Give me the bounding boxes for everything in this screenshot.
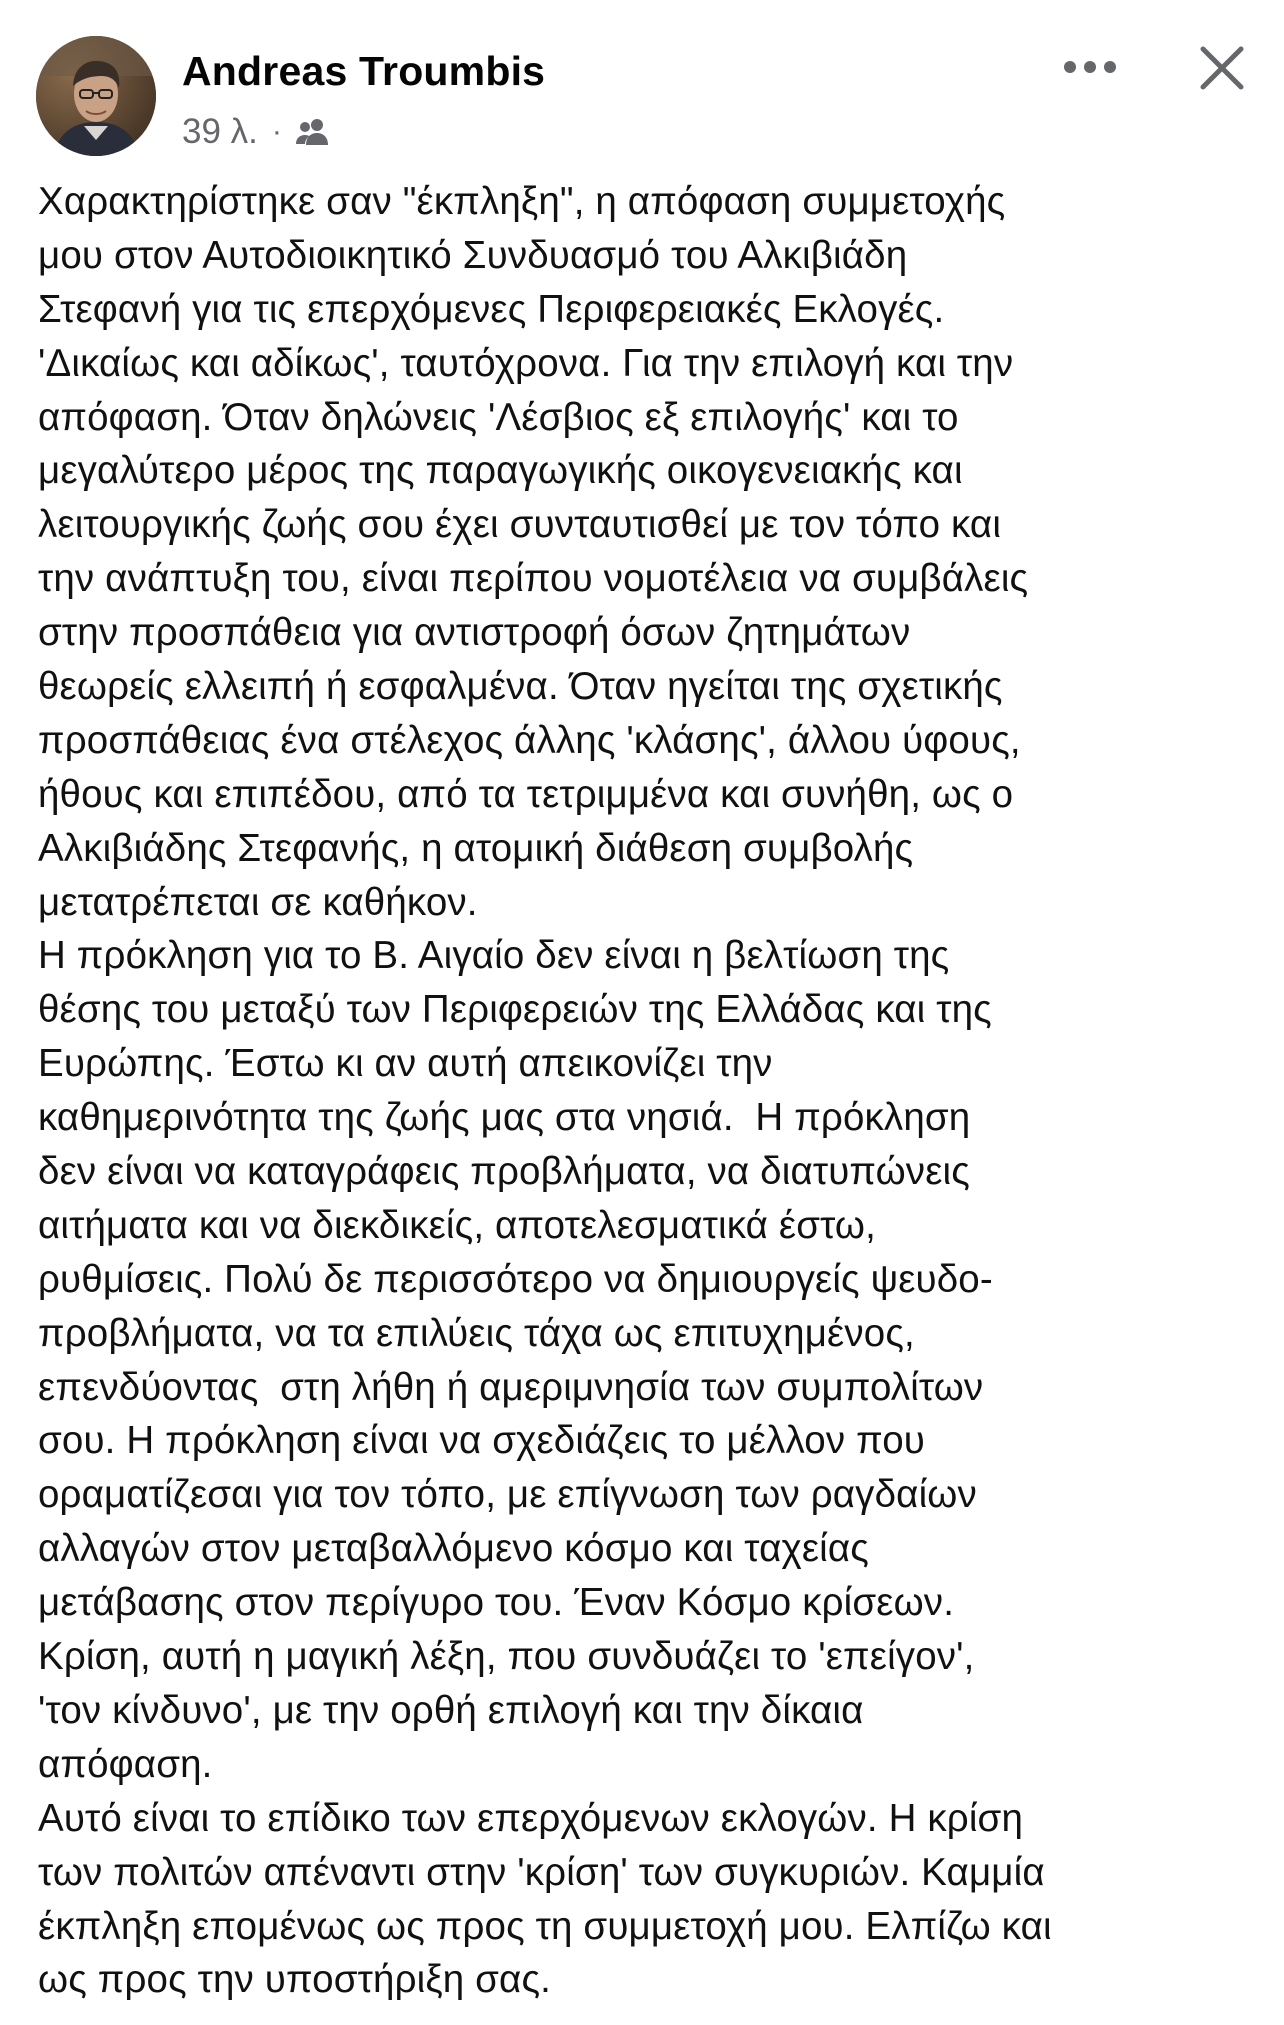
post-text-line: λειτουργικής ζωής σου έχει συνταυτισθεί με τον τόπο και bbox=[38, 503, 1002, 547]
more-options-button[interactable] bbox=[1050, 42, 1130, 92]
close-icon bbox=[1197, 43, 1247, 93]
post-text-line: Αλκιβιάδης Στεφανής, η ατομική διάθεση συμβολής bbox=[38, 826, 914, 870]
friends-icon[interactable] bbox=[294, 117, 330, 147]
post-text-line: μεγαλύτερο μέρος της παραγωγικής οικογενειακής και bbox=[38, 449, 963, 493]
post-text-line: ήθους και επιπέδου, από τα τετριμμένα και συνήθη, ως ο bbox=[38, 772, 1014, 816]
post-meta bbox=[182, 108, 330, 156]
post-text-line: Ευρώπης. Έστω κι αν αυτή απεικονίζει την bbox=[38, 1042, 773, 1086]
post-text-line: 'τον κίνδυνο', με την ορθή επιλογή και την δίκαια bbox=[38, 1688, 864, 1732]
post-text-line: Αυτό είναι το επίδικο των επερχόμενων εκλογών. Η κρίση bbox=[38, 1796, 1024, 1840]
post-text-line: θεωρείς ελλειπή ή εσφαλμένα. Όταν ηγείται της σχετικής bbox=[38, 665, 1003, 709]
post-text bbox=[38, 175, 1258, 2007]
post-text-line: επενδύοντας στη λήθη ή αμεριμνησία των συμπολίτων bbox=[38, 1365, 984, 1409]
post-text-line: καθημερινότητα της ζωής μας στα νησιά. Η πρόκληση bbox=[38, 1096, 971, 1140]
post-text-line: δεν είναι να καταγράφεις προβλήματα, να διατυπώνεις bbox=[38, 1150, 970, 1194]
post-text-line: μετάβασης στον περίγυρο του. Έναν Κόσμο κρίσεων. bbox=[38, 1581, 955, 1625]
post-text-line: Στεφανή για τις επερχόμενες Περιφερειακές Εκλογές. bbox=[38, 287, 945, 331]
post-text-line: απόφαση. Όταν δηλώνεις 'Λέσβιος εξ επιλογής' και το bbox=[38, 395, 959, 439]
close-button[interactable] bbox=[1182, 28, 1262, 108]
post-text-line: μου στον Αυτοδιοικητικό Συνδυασμό του Αλκιβιάδη bbox=[38, 233, 908, 277]
post-text-line: Χαρακτηρίστηκε σαν "έκπληξη", η απόφαση συμμετοχής bbox=[38, 180, 1006, 223]
post-text-line: ρυθμίσεις. Πολύ δε περισσότερο να δημιουργείς ψευδο- bbox=[38, 1257, 993, 1301]
author-name[interactable]: Andreas Troumbis bbox=[182, 48, 546, 94]
post-text-line: 'Δικαίως και αδίκως', ταυτόχρονα. Για την επιλογή και την bbox=[38, 341, 1014, 385]
avatar-photo bbox=[36, 36, 156, 156]
post-text-line: ως προς την υποστήριξη σας. bbox=[38, 1958, 551, 2002]
post-text-line: αλλαγών στον μεταβαλλόμενο κόσμο και ταχείας bbox=[38, 1527, 869, 1571]
more-options-icon bbox=[1060, 59, 1120, 75]
post-text-line: Κρίση, αυτή η μαγική λέξη, που συνδυάζει το 'επείγον', bbox=[38, 1635, 975, 1679]
author-avatar[interactable] bbox=[36, 36, 156, 156]
post-text-line: απόφαση. bbox=[38, 1742, 213, 1786]
post-text-line: Η πρόκληση για το Β. Αιγαίο δεν είναι η βελτίωση της bbox=[38, 934, 950, 978]
post-text-line: μετατρέπεται σε καθήκον. bbox=[38, 880, 478, 924]
post-text-line: οραματίζεσαι για τον τόπο, με επίγνωση των ραγδαίων bbox=[38, 1473, 977, 1517]
post-text-line: έκπληξη επομένως ως προς τη συμμετοχή μου. Ελπίζω και bbox=[38, 1904, 1052, 1948]
post-text-line: προβλήματα, να τα επιλύεις τάχα ως επιτυχημένος, bbox=[38, 1311, 915, 1355]
post-text-line: την ανάπτυξη του, είναι περίπου νομοτέλεια να συμβάλεις bbox=[38, 557, 1029, 601]
post-text-line: θέσης του μεταξύ των Περιφερειών της Ελλάδας και της bbox=[38, 988, 992, 1032]
post-text-line: στην προσπάθεια για αντιστροφή όσων ζητημάτων bbox=[38, 611, 911, 655]
post-timestamp[interactable]: 39 λ. bbox=[182, 112, 258, 151]
meta-separator: · bbox=[271, 115, 282, 148]
post-header bbox=[0, 0, 1284, 170]
post-text-line: αιτήματα και να διεκδικείς, αποτελεσματικά έστω, bbox=[38, 1203, 876, 1247]
post-text-line: σου. Η πρόκληση είναι να σχεδιάζεις το μέλλον που bbox=[38, 1419, 926, 1463]
post-text-line: των πολιτών απέναντι στην 'κρίση' των συγκυριών. Καμμία bbox=[38, 1850, 1045, 1894]
post-text-line: προσπάθειας ένα στέλεχος άλλης 'κλάσης', άλλου ύφους, bbox=[38, 718, 1021, 762]
